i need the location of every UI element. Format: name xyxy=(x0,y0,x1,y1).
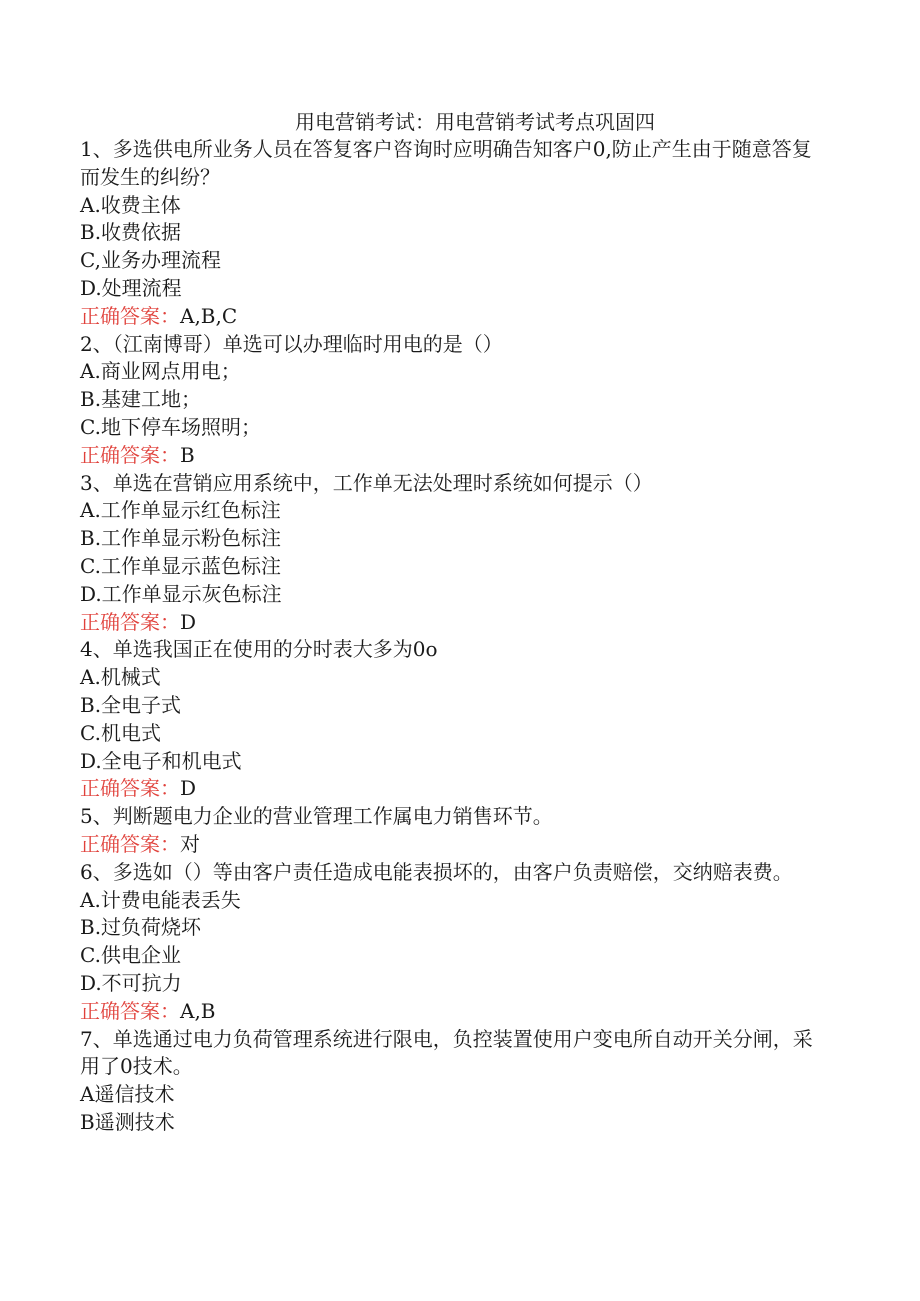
answer-label: 正确答案： xyxy=(80,998,180,1023)
question-stem: 3、单选在营销应用系统中，工作单无法处理时系统如何提示（） xyxy=(80,470,653,495)
page-title: 用电营销考试：用电营销考试考点巩固四 xyxy=(295,110,655,134)
option: B.过负荷烧坏 xyxy=(80,915,202,940)
answer-line xyxy=(80,609,830,637)
answer-label: 正确答案： xyxy=(80,831,180,856)
answer-line xyxy=(80,775,830,803)
option: C.地下停车场照明； xyxy=(80,414,261,439)
answer-value: 对 xyxy=(180,831,200,856)
question-7 xyxy=(80,1026,830,1137)
question-6 xyxy=(80,859,830,1026)
option: D.工作单显示灰色标注 xyxy=(80,581,282,606)
option: D.处理流程 xyxy=(80,275,182,300)
answer-value: D xyxy=(180,609,197,634)
option: C.工作单显示蓝色标注 xyxy=(80,553,281,578)
option: A遥信技术 xyxy=(80,1082,175,1107)
answer-label: 正确答案： xyxy=(80,303,180,328)
question-stem: 5、判断题电力企业的营业管理工作属电力销售环节。 xyxy=(80,804,553,829)
option: C.供电企业 xyxy=(80,943,181,968)
answer-line xyxy=(80,998,830,1026)
question-4 xyxy=(80,636,830,803)
option: B.工作单显示粉色标注 xyxy=(80,526,282,551)
option: A.收费主体 xyxy=(80,192,181,217)
option: B.收费依据 xyxy=(80,220,182,245)
question-stem: 7、单选通过电力负荷管理系统进行限电，负控装置使用户变电所自动开关分闸，采用了0技术。 xyxy=(80,1026,813,1079)
document-page xyxy=(80,108,830,1137)
option: C.机电式 xyxy=(80,720,161,745)
answer-line xyxy=(80,442,830,470)
answer-line xyxy=(80,831,830,859)
answer-value: A,B,C xyxy=(180,303,238,328)
question-stem: 4、单选我国正在使用的分时表大多为0o xyxy=(80,637,438,662)
option: C,业务办理流程 xyxy=(80,248,221,273)
answer-value: D xyxy=(180,776,197,801)
option: A.机械式 xyxy=(80,665,161,690)
option: A.商业网点用电； xyxy=(80,359,241,384)
option: B.全电子式 xyxy=(80,692,182,717)
option: B.基建工地； xyxy=(80,387,202,412)
option: A.计费电能表丢失 xyxy=(80,887,241,912)
answer-value: B xyxy=(180,442,195,467)
question-stem: 6、多选如（）等由客户责任造成电能表损坏的，由客户负责赔偿，交纳赔表费。 xyxy=(80,859,793,884)
option: A.工作单显示红色标注 xyxy=(80,498,281,523)
answer-label: 正确答案： xyxy=(80,776,180,801)
answer-value: A,B xyxy=(180,998,216,1023)
answer-line xyxy=(80,303,830,331)
question-5 xyxy=(80,803,830,859)
question-stem: 2、（江南博哥）单选可以办理临时用电的是（） xyxy=(80,331,503,356)
option: D.不可抗力 xyxy=(80,970,182,995)
question-3 xyxy=(80,470,830,637)
question-2 xyxy=(80,331,830,470)
option: D.全电子和机电式 xyxy=(80,748,242,773)
answer-label: 正确答案： xyxy=(80,442,180,467)
option: B遥测技术 xyxy=(80,1109,175,1134)
question-stem: 1、多选供电所业务人员在答复客户咨询时应明确告知客户0,防止产生由于随意答复而发生的纠纷？ xyxy=(80,137,812,189)
answer-label: 正确答案： xyxy=(80,609,180,634)
question-1 xyxy=(80,136,830,331)
